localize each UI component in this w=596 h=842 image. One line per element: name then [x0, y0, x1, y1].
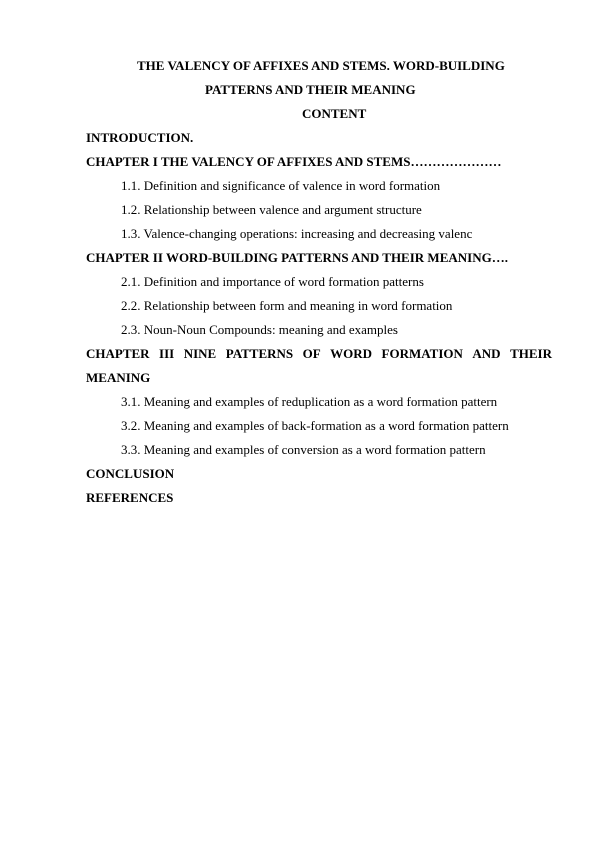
- toc-chapter-3-title-line-1: [86, 346, 552, 362]
- toc-chapter-3-word: NINE: [183, 346, 217, 361]
- toc-chapter-3-title-line-2: MEANING: [86, 370, 151, 385]
- toc-chapter-2-title: CHAPTER II WORD-BUILDING PATTERNS AND THEIR MEANING….: [86, 250, 508, 265]
- toc-item-1-3: 1.3. Valence-changing operations: increasing and decreasing valenc: [121, 226, 473, 241]
- toc-item-3-1: 3.1. Meaning and examples of reduplication as a word formation pattern: [121, 394, 498, 409]
- toc-item-3-3: 3.3. Meaning and examples of conversion as a word formation pattern: [121, 442, 486, 457]
- toc-chapter-3-word: III: [159, 346, 175, 361]
- toc-item-2-3: 2.3. Noun-Noun Compounds: meaning and examples: [121, 322, 398, 337]
- toc-chapter-3-word: FORMATION: [381, 346, 463, 361]
- toc-chapter-3-word: WORD: [330, 346, 373, 361]
- toc-item-1-1: 1.1. Definition and significance of valence in word formation: [121, 178, 441, 193]
- toc-references: REFERENCES: [86, 490, 174, 505]
- toc-item-2-2: 2.2. Relationship between form and meaning in word formation: [121, 298, 453, 313]
- toc-item-2-1: 2.1. Definition and importance of word formation patterns: [121, 274, 424, 289]
- toc-introduction: INTRODUCTION.: [86, 130, 194, 145]
- document-title-line-2: PATTERNS AND THEIR MEANING: [205, 82, 416, 97]
- toc-chapter-3-word: AND: [472, 346, 501, 361]
- toc-chapter-3-word: PATTERNS: [225, 346, 294, 361]
- content-heading: CONTENT: [302, 106, 367, 121]
- toc-chapter-3-word: THEIR: [510, 346, 552, 361]
- toc-item-1-2: 1.2. Relationship between valence and argument structure: [121, 202, 422, 217]
- document-title-line-1: THE VALENCY OF AFFIXES AND STEMS. WORD-BUILDING: [137, 58, 505, 73]
- toc-chapter-3-word: OF: [302, 346, 321, 361]
- toc-conclusion: CONCLUSION: [86, 466, 175, 481]
- toc-item-3-2: 3.2. Meaning and examples of back-formation as a word formation pattern: [121, 418, 509, 433]
- toc-chapter-3-word: CHAPTER: [86, 346, 150, 361]
- toc-chapter-1-title: CHAPTER I THE VALENCY OF AFFIXES AND STEMS…………………: [86, 154, 502, 169]
